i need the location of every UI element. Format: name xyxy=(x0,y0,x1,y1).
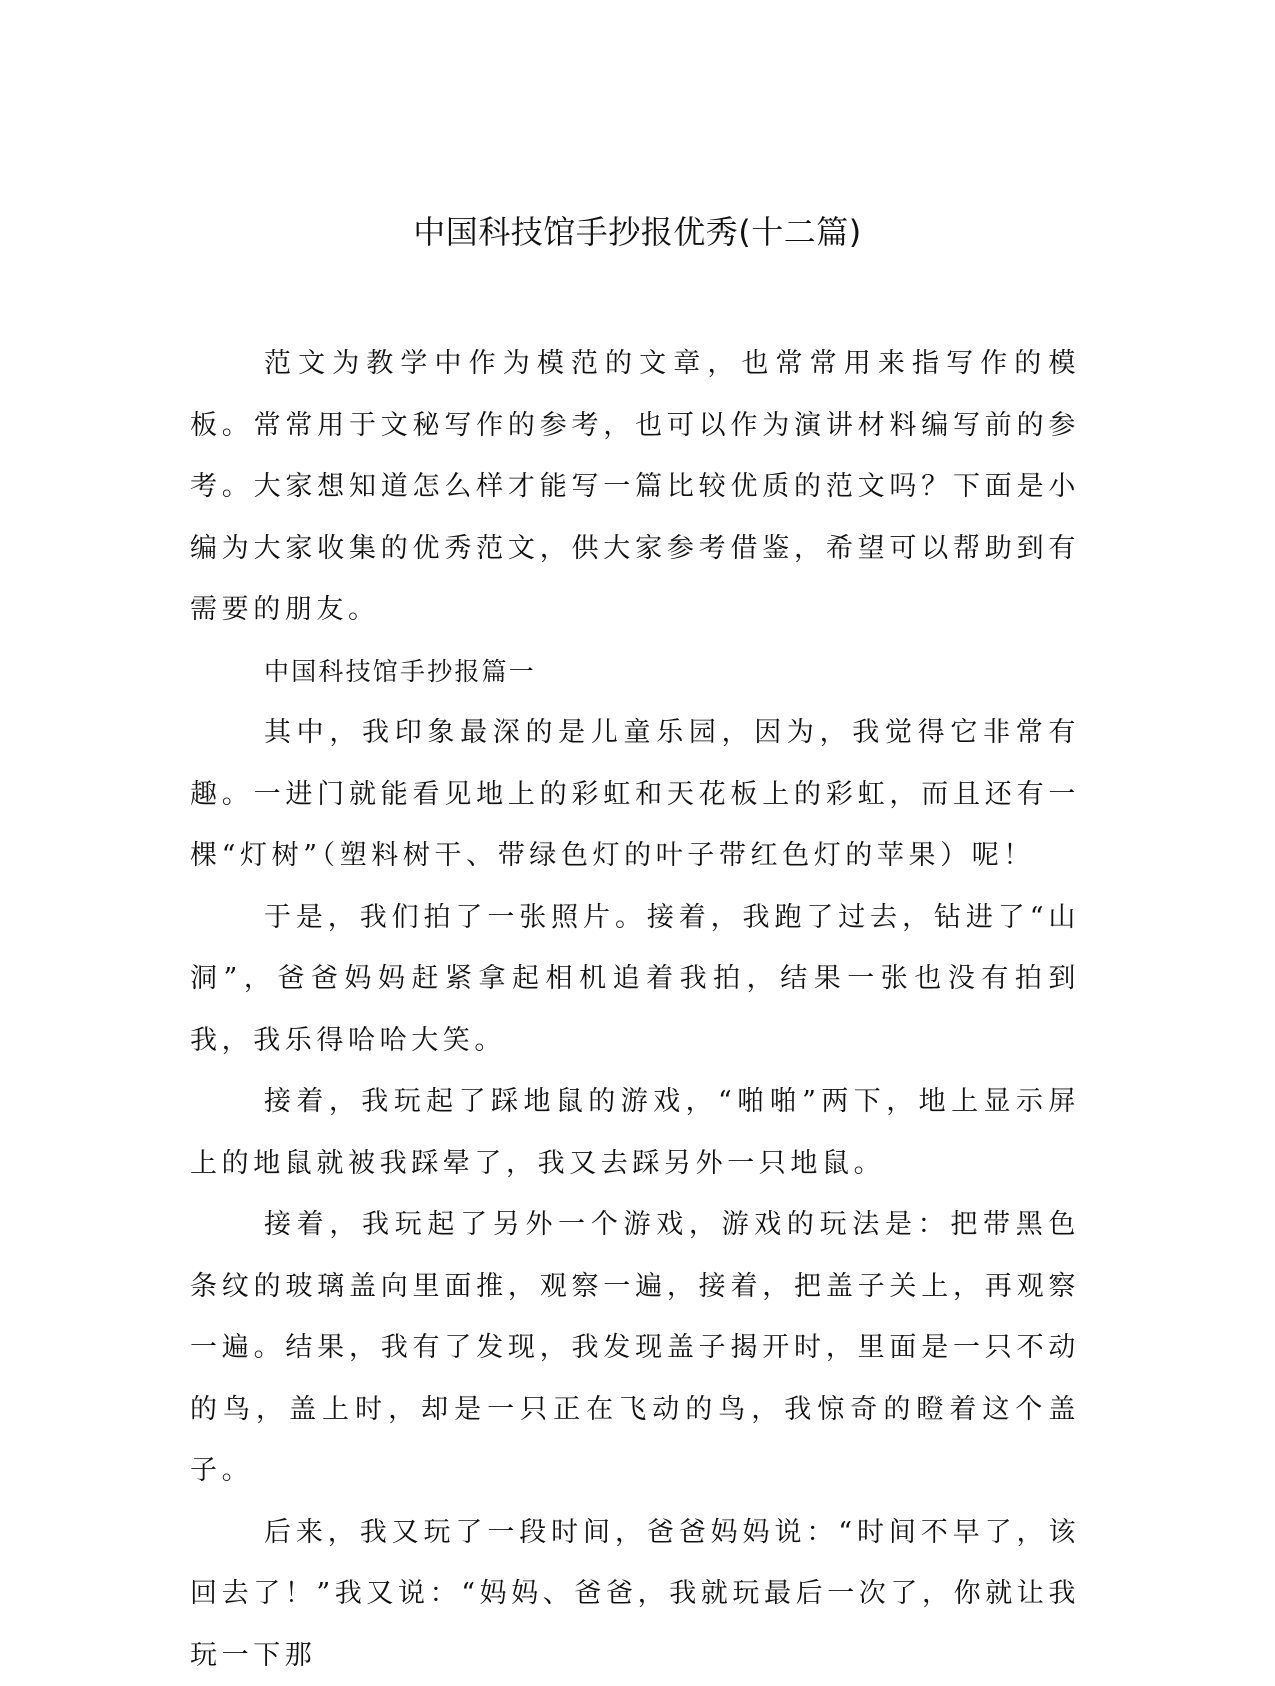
body-paragraph-5: 后来，我又玩了一段时间，爸爸妈妈说：“时间不早了，该回去了！”我又说：“妈妈、爸爸，我就玩最后一次了，你就让我玩一下那 xyxy=(190,1502,1080,1686)
document-body xyxy=(190,333,1080,1686)
body-paragraph-2: 于是，我们拍了一张照片。接着，我跑了过去，钻进了“山洞”，爸爸妈妈赶紧拿起相机追着我拍，结果一张也没有拍到我，我乐得哈哈大笑。 xyxy=(190,887,1080,1072)
body-paragraph-3: 接着，我玩起了踩地鼠的游戏，“啪啪”两下，地上显示屏上的地鼠就被我踩晕了，我又去踩另外一只地鼠。 xyxy=(190,1071,1080,1194)
document-title: 中国科技馆手抄报优秀(十二篇) xyxy=(0,210,1275,254)
intro-paragraph: 范文为教学中作为模范的文章，也常常用来指写作的模板。常常用于文秘写作的参考，也可以作为演讲材料编写前的参考。大家想知道怎么样才能写一篇比较优质的范文吗？下面是小编为大家收集的优秀范文，供大家参考借鉴，希望可以帮助到有需要的朋友。 xyxy=(190,333,1080,641)
section-heading: 中国科技馆手抄报篇一 xyxy=(190,641,1080,703)
body-paragraph-4: 接着，我玩起了另外一个游戏，游戏的玩法是：把带黑色条纹的玻璃盖向里面推，观察一遍，接着，把盖子关上，再观察一遍。结果，我有了发现，我发现盖子揭开时，里面是一只不动的鸟，盖上时，却是一只正在飞动的鸟，我惊奇的瞪着这个盖子。 xyxy=(190,1194,1080,1502)
body-paragraph-1: 其中，我印象最深的是儿童乐园，因为，我觉得它非常有趣。一进门就能看见地上的彩虹和天花板上的彩虹，而且还有一棵“灯树”（塑料树干、带绿色灯的叶子带红色灯的苹果）呢！ xyxy=(190,702,1080,887)
